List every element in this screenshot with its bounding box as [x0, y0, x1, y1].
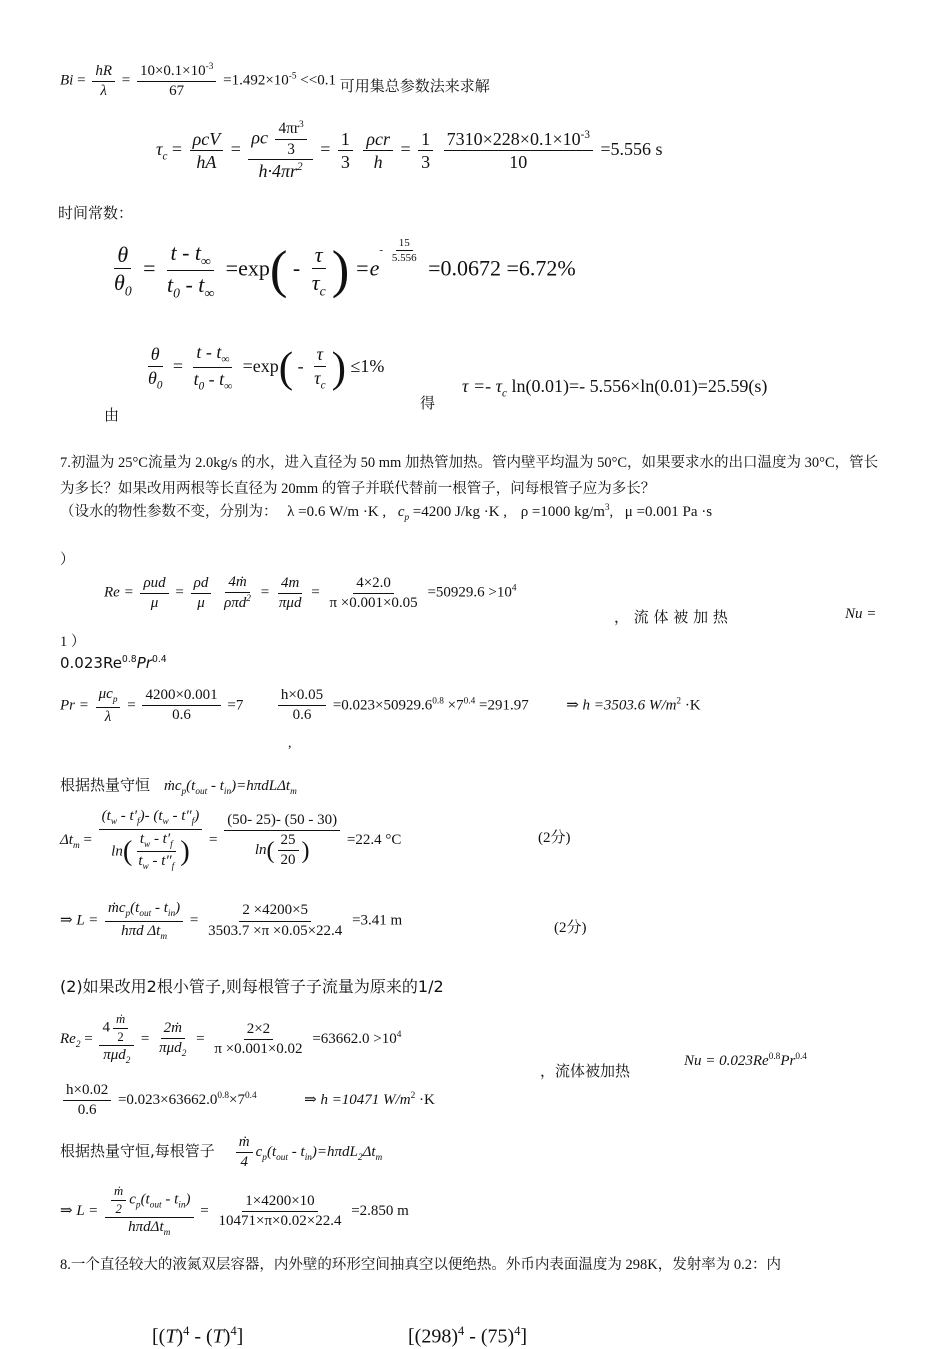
re-num: 4×2.0: [353, 575, 394, 594]
pr-num: 4200×0.001: [142, 687, 220, 706]
de-label: 得: [420, 394, 436, 412]
e-exp-den: 5.556: [391, 252, 417, 265]
param-rho-exp: 3: [604, 502, 610, 513]
ln-text: ln: [111, 843, 123, 860]
time-constant-equation: $\tau_c$ = $\frac{\text{ρcV}}{hA}$ = ρc $\frac{4\pi r^3}{3}$ $h\cdot 4\pi r^2$ = $\frac{1}{3}$ $\frac{\text{ρcr}}{h}$ = $\frac{1}{3}$ $\frac{7310\times 228\times 0.1\times 10^{-3}}{10}$ =5.556 s: [156, 120, 663, 182]
theta0-sub: 0: [124, 283, 132, 299]
three-text-3: 3: [421, 152, 431, 173]
reynolds-2-equation: $Re_2$ = 4 $\frac{\text{ṁ}}{2}$ πμd$_2$ = $\frac{\text{2ṁ}}{\pi\mu d_2}$ = $\frac{2\times 2}{\pi \times 0.001\times 0.02}$ $=63662.0 >10^4$: [60, 1012, 402, 1067]
leq-text: ≤1%: [350, 356, 385, 377]
nu-correlation: [60, 654, 167, 672]
l2-sub: 2: [357, 1153, 363, 1164]
rc-text: ρc: [251, 127, 268, 148]
reynolds-equation: Re = $\frac{\text{ρud}}{\mu}$ = $\frac{\rho d}{\mu}$ $\frac{\text{4ṁ}}{\rho\pi d^2}$ = $\frac{4m}{\text{πμd}}$ = $\frac{4\times 2.0}{\pi \times 0.001\times 0.05}$ $=50929.6 >10^4$: [104, 574, 517, 612]
t1-text: T: [165, 1325, 177, 1348]
re2-exp: 4: [396, 1029, 402, 1040]
time-rhs-rest: ln(0.01)=- 5.556×ln(0.01)=25.59(s): [511, 376, 768, 396]
bi-num: 10×0.1×10: [139, 63, 206, 79]
energy-label-1: 根据热量守恒: [60, 776, 151, 794]
temp-ratio: $\frac{t - t_\infty}{t_0 - t_\infty}$: [167, 240, 215, 301]
re-den: π ×0.001×0.05: [329, 594, 418, 611]
length-equation-1: ⇒ L = $\frac{ṁc_p(t_{out} - t_{in})}{h\pi d \Delta t_m}$ = $\frac{2 \times 4200\times 5}{3503.7 \times\pi \times 0.05\times 22.4}$ =3.41 m: [60, 900, 403, 942]
bi-den: 67: [169, 83, 185, 100]
you-label: 由: [104, 406, 120, 424]
mu-text: μ: [150, 594, 159, 611]
h-unit: ·K: [684, 697, 701, 714]
ln-den: 20: [280, 852, 296, 869]
params-close: ）: [60, 552, 75, 568]
lmtd-equation: $\Delta t_m$ = $(t_w - t'_f)-$ $(t_w - t''_f)$ ln( $\frac{t_w - t'_f}{t_w - t''_f}$ ) = (50- 25)- (50 - 30) ln( $\frac{25}{20}$ ) =22.4 °C: [60, 808, 402, 873]
rcv-over-ha: [190, 129, 224, 173]
theta0-text-2: θ: [148, 367, 157, 388]
lmtd-symbolic: $(t_w - t'_f)-$ $(t_w - t''_f)$ ln( $\frac{t_w - t'_f}{t_w - t''_f}$ ): [99, 808, 203, 873]
pr-result: =7: [227, 697, 244, 714]
re-result: =50929.6 >10: [427, 584, 512, 601]
condition-equation: $\frac{\theta}{\theta_0}$ = $\frac{t - t_\infty}{t_0 - t_\infty}$ =exp( - $\frac{\tau}{\tau_c}$ ) ≤1%: [148, 342, 385, 394]
m-sub: m: [290, 787, 297, 797]
temperature-ratio-equation: $\frac{\theta}{\theta_0}$ = $\frac{t - t_\infty}{t_0 - t_\infty}$ =exp( - $\frac{\tau}{\tau_c}$ ) $=e^{- \frac{15}{5.556}}$ =0.0672 =6.72%: [108, 240, 576, 301]
theta0-text: θ: [114, 270, 125, 296]
theta-text: θ: [114, 242, 131, 269]
h-text: h: [373, 152, 383, 173]
t1-exp: 4: [183, 1324, 190, 1338]
ha-text: hA: [196, 152, 217, 173]
bottom-equation-fragment-1: $[(T)^4 - (T)^4]$: [152, 1324, 244, 1348]
energy-rhs-1: )=hπdLΔt: [231, 778, 291, 794]
t-tinf-text: t - t: [170, 240, 202, 265]
implies-arrow: ⇒: [566, 697, 579, 714]
c-text: c: [255, 1144, 263, 1161]
pr-lambda: λ: [104, 708, 112, 725]
r-exp: 3: [298, 120, 304, 130]
problem-7-text: 7.初温为 25°C流量为 2.0kg/s 的水，进入直径为 50 mm 加热管加热。管内壁平均温为 50°C，如果要求水的出口温度为 30°C，管长为多长？如果改用两根等长直径为 20mm 的管子并联代替前一根管子，问每根管子应为多长？: [60, 455, 879, 497]
h4pr-text: h·4πr: [258, 161, 297, 182]
time-constant-label: 时间常数：: [58, 204, 134, 222]
energy-balance-2: 根据热量守恒,每根管子 $\frac{\text{ṁ}}{4}$ $c_p(t_{out} - t_{in})=h\pi dL_2\Delta t_m$: [60, 1134, 383, 1171]
dtm-lhs: Δt: [60, 831, 73, 848]
re2-den: π ×0.001×0.02: [214, 1041, 303, 1057]
comma: ,: [288, 736, 292, 751]
param-mu: μ =0.001 Pa ·s: [624, 504, 713, 520]
r2-exp: 2: [296, 161, 303, 174]
nu2-exp1: 0.8: [768, 1052, 781, 1062]
pr-symbol: Pr: [136, 654, 152, 672]
four-pi-r-text: 4πr: [278, 120, 299, 138]
h2-exp2: 0.4: [244, 1091, 257, 1102]
len1-num-val: 2 ×4200×5: [239, 902, 311, 921]
nu-rhs-x7: ×7: [447, 697, 464, 714]
four-m2-text: 4m: [278, 575, 302, 594]
h-result: h =3503.6 W/m: [582, 697, 677, 714]
energy-balance-1: [60, 774, 297, 797]
rd-text: ρd: [191, 575, 212, 594]
tau-num-exp: -3: [580, 128, 590, 141]
inf-sub: ∞: [201, 253, 211, 269]
three-text: 3: [287, 140, 295, 158]
in-sub: in: [223, 787, 232, 797]
minus-text: -: [292, 255, 301, 281]
h2-equation: [60, 1082, 435, 1120]
time-rhs: τ =- τ: [462, 376, 503, 396]
problem-8-text: 8.一个直径较大的液氮双层容器，内外壁的环形空间抽真空以便绝热。外币内表面温度为 298K，发射率为 0.2：内: [60, 1257, 781, 1273]
re2-lhs: Re: [60, 1030, 76, 1047]
out-sub: out: [195, 787, 208, 797]
one-text-2: 1: [418, 129, 433, 152]
exp-text: =exp: [225, 255, 270, 281]
pr-lhs: Pr =: [60, 697, 89, 714]
t2-text: T: [212, 1325, 224, 1348]
length-equation-2: ⇒ L = $\frac{\text{ṁ}}{2}$ $c_p(t_{out} - t_{in})$ hπdΔt$_m$ = $\frac{1\times 4200\times 10}{10471\times\pi\times 0.02\times 22.4}$ =2.850 m: [60, 1184, 409, 1239]
four-m-text: 4ṁ: [225, 574, 249, 593]
two-text: 2: [117, 1029, 124, 1044]
h2-rhs: =0.023×63662.0: [117, 1092, 218, 1109]
lambda-text: λ: [100, 82, 107, 99]
nu-exp1: 0.8: [121, 654, 137, 665]
theta-text-2: θ: [148, 344, 163, 367]
nu2-formula: Nu = 0.023Re: [684, 1053, 769, 1069]
pmd2-text: πμd: [103, 1047, 126, 1064]
t-out-open: (t: [186, 778, 196, 794]
one-text: 1: [338, 129, 353, 152]
e-exp-num: 15: [396, 237, 413, 252]
h2-unit: ·K: [418, 1092, 435, 1109]
param-rho: ρ =1000 kg/m: [520, 504, 605, 520]
n2-text: 75: [487, 1325, 508, 1348]
fluid-heated-note: ， 流 体 被 加 热: [614, 608, 728, 626]
tau-sub: c: [162, 150, 168, 163]
bi-num-exp: -3: [205, 62, 214, 72]
h2-den: 0.6: [77, 1102, 97, 1119]
bi-compare: <<0.1: [300, 72, 336, 89]
dtm-sub: m: [72, 840, 80, 851]
twom-text: 2ṁ: [161, 1020, 185, 1039]
nu-formula: 0.023Re: [60, 654, 122, 672]
params-lead: （设水的物性参数不变，分别为：: [60, 504, 278, 520]
energy-rhs-2: )=hπdL: [311, 1144, 358, 1161]
bi-symbol: Bi: [60, 72, 74, 89]
t0-text: t: [167, 272, 174, 298]
lmtd-result: =22.4 °C: [346, 831, 402, 848]
three-text-2: 3: [340, 152, 350, 173]
ln-num: 25: [278, 832, 299, 851]
problem-7-params: （设水的物性参数不变，分别为： λ =0.6 W/m ·K , $c_p =4200$ J/kg ·K , ρ =1000 $kg/m^3$, μ =0.001 Pa ·s: [60, 502, 713, 523]
sphere-fraction: [248, 120, 312, 182]
bottom-equation-fragment-2: $[(298)^4 - (75)^4]$: [408, 1324, 528, 1348]
bi-result: =1.492×10: [223, 72, 289, 89]
h-result-exp: 2: [676, 696, 682, 707]
tauc-text: τ: [311, 270, 320, 296]
dt-text: Δt: [362, 1144, 376, 1161]
four-text: 4: [102, 1019, 110, 1036]
fluid-heated-note-2: ，流体被加热: [540, 1062, 631, 1080]
p-sub: p: [181, 787, 187, 797]
time-result-equation: $\tau =- \tau_c$ ln(0.01)=- 5.556×ln(0.01)=25.59(s): [462, 376, 768, 400]
len2-result: =2.850 m: [351, 1202, 409, 1219]
hr-text: hR: [92, 63, 115, 82]
len2-num-val: 1×4200×10: [242, 1193, 317, 1212]
param-cp: =4200 J/kg ·K ,: [412, 504, 508, 520]
h2-num: h×0.02: [63, 1082, 111, 1101]
paren-open: (: [269, 241, 288, 300]
hr-over-lambda: [92, 63, 115, 101]
bi-value-fraction: [137, 62, 216, 101]
re2-num: 2×2: [244, 1021, 273, 1040]
pr2-symbol: Pr: [780, 1053, 796, 1069]
paren-close-2: ): [331, 344, 346, 392]
re2-result: =63662.0 >10: [312, 1030, 397, 1047]
lmtd-num: (50- 25)- (50 - 30): [224, 812, 340, 831]
score-1: (2分): [538, 830, 571, 846]
n1-text: 298: [421, 1325, 452, 1348]
tau-num: 7310×228×0.1×10: [446, 128, 581, 149]
nu-exp2: 0.4: [151, 654, 167, 665]
prandtl-equation: Pr = $\frac{\mu c_p}{\lambda}$ = $\frac{4200\times 0.001}{0.6}$ =7 $\frac{h\times 0.05}{0.6}$ $=0.023\times 50929.6^{0.8} \times 7^{0.4} =291.97$ ⇒ h =3503.6 $W/m^2 \cdot K$: [60, 686, 701, 725]
nu2-exp2: 0.4: [795, 1052, 807, 1062]
biot-number-equation: Bi = $\frac{hR}{\lambda}$ = $\frac{10\times 0.1\times 10^{-3}}{67}$ $=1.492\times 10^{-5} <<0.1$ 可用集总参数法来求解: [60, 62, 490, 100]
theta-ratio: [111, 242, 135, 299]
h2-exp1: 0.8: [217, 1091, 230, 1102]
t0-sub: 0: [173, 285, 180, 301]
pr-den: 0.6: [172, 707, 191, 724]
re-exp: 4: [511, 583, 517, 594]
nu-correlation-2: [684, 1052, 807, 1070]
len2-den-val: 10471×π×0.02×22.4: [218, 1213, 342, 1229]
re2-sub: 2: [75, 1039, 81, 1050]
h2-x7: ×7: [229, 1092, 245, 1109]
lmtd-numeric: (50- 25)- (50 - 30) ln( $\frac{25}{20}$ ): [224, 812, 340, 870]
bi-result-exp: -5: [288, 71, 297, 82]
rcr-text: ρcr: [363, 129, 393, 152]
len1-den: hπd Δt: [121, 922, 161, 939]
minus-tin: - t: [207, 778, 224, 794]
part-2-heading: (2)如果改用2根小管子,则每根管子子流量为原来的1/2: [60, 977, 444, 996]
nu-rhs-exp1: 0.8: [432, 696, 444, 707]
nu-rhs: =0.023×50929.6: [332, 697, 433, 714]
re-lhs: Re =: [104, 584, 134, 601]
tau-value-fraction: [444, 129, 593, 173]
tau-result: =5.556 s: [600, 139, 663, 160]
tau-num-text: τ: [312, 242, 326, 269]
mdot-text: ṁ: [113, 1012, 128, 1029]
len1-lhs: ⇒ L =: [60, 912, 99, 929]
e-text: =e: [354, 255, 380, 281]
nu-label: Nu =: [845, 606, 877, 622]
nu-rhs-exp2: 0.4: [463, 696, 476, 707]
paren-close: ): [331, 241, 350, 300]
mucp-text: μc: [98, 686, 113, 702]
len1-result: =3.41 m: [352, 912, 403, 929]
one-paren: 1 ）: [60, 634, 86, 650]
mcp-text: ṁc: [164, 778, 182, 794]
paren-open-2: (: [278, 344, 294, 392]
rcv-text: ρcV: [190, 129, 224, 152]
h-den: 0.6: [292, 707, 312, 724]
pmud-text: πμd: [278, 594, 302, 611]
h-num: h×0.05: [278, 687, 326, 706]
implies-arrow-2: ⇒: [304, 1092, 317, 1109]
len2-lhs: ⇒ L =: [60, 1202, 99, 1219]
param-lambda: λ =0.6 W/m ·K ,: [287, 504, 387, 520]
tau-den: 10: [509, 152, 528, 173]
energy-label-2: 根据热量守恒,每根管子: [60, 1142, 215, 1161]
h2-result: h =10471 W/m: [320, 1092, 411, 1109]
ratio-result: =0.0672 =6.72%: [428, 255, 576, 281]
len1-den-val: 3503.7 ×π ×0.05×22.4: [208, 922, 343, 939]
rpd2-text: ρπd: [224, 595, 247, 612]
lumped-method-note: 可用集总参数法来求解: [339, 76, 490, 95]
tau-symbol: τ: [156, 139, 163, 160]
h2-result-exp: 2: [410, 1091, 416, 1102]
inf-sub-2: ∞: [204, 285, 215, 301]
rud-text: ρud: [140, 575, 168, 594]
score-2: (2分): [554, 920, 587, 936]
nu-result: =291.97: [478, 697, 529, 714]
mu-text-2: μ: [197, 594, 205, 611]
